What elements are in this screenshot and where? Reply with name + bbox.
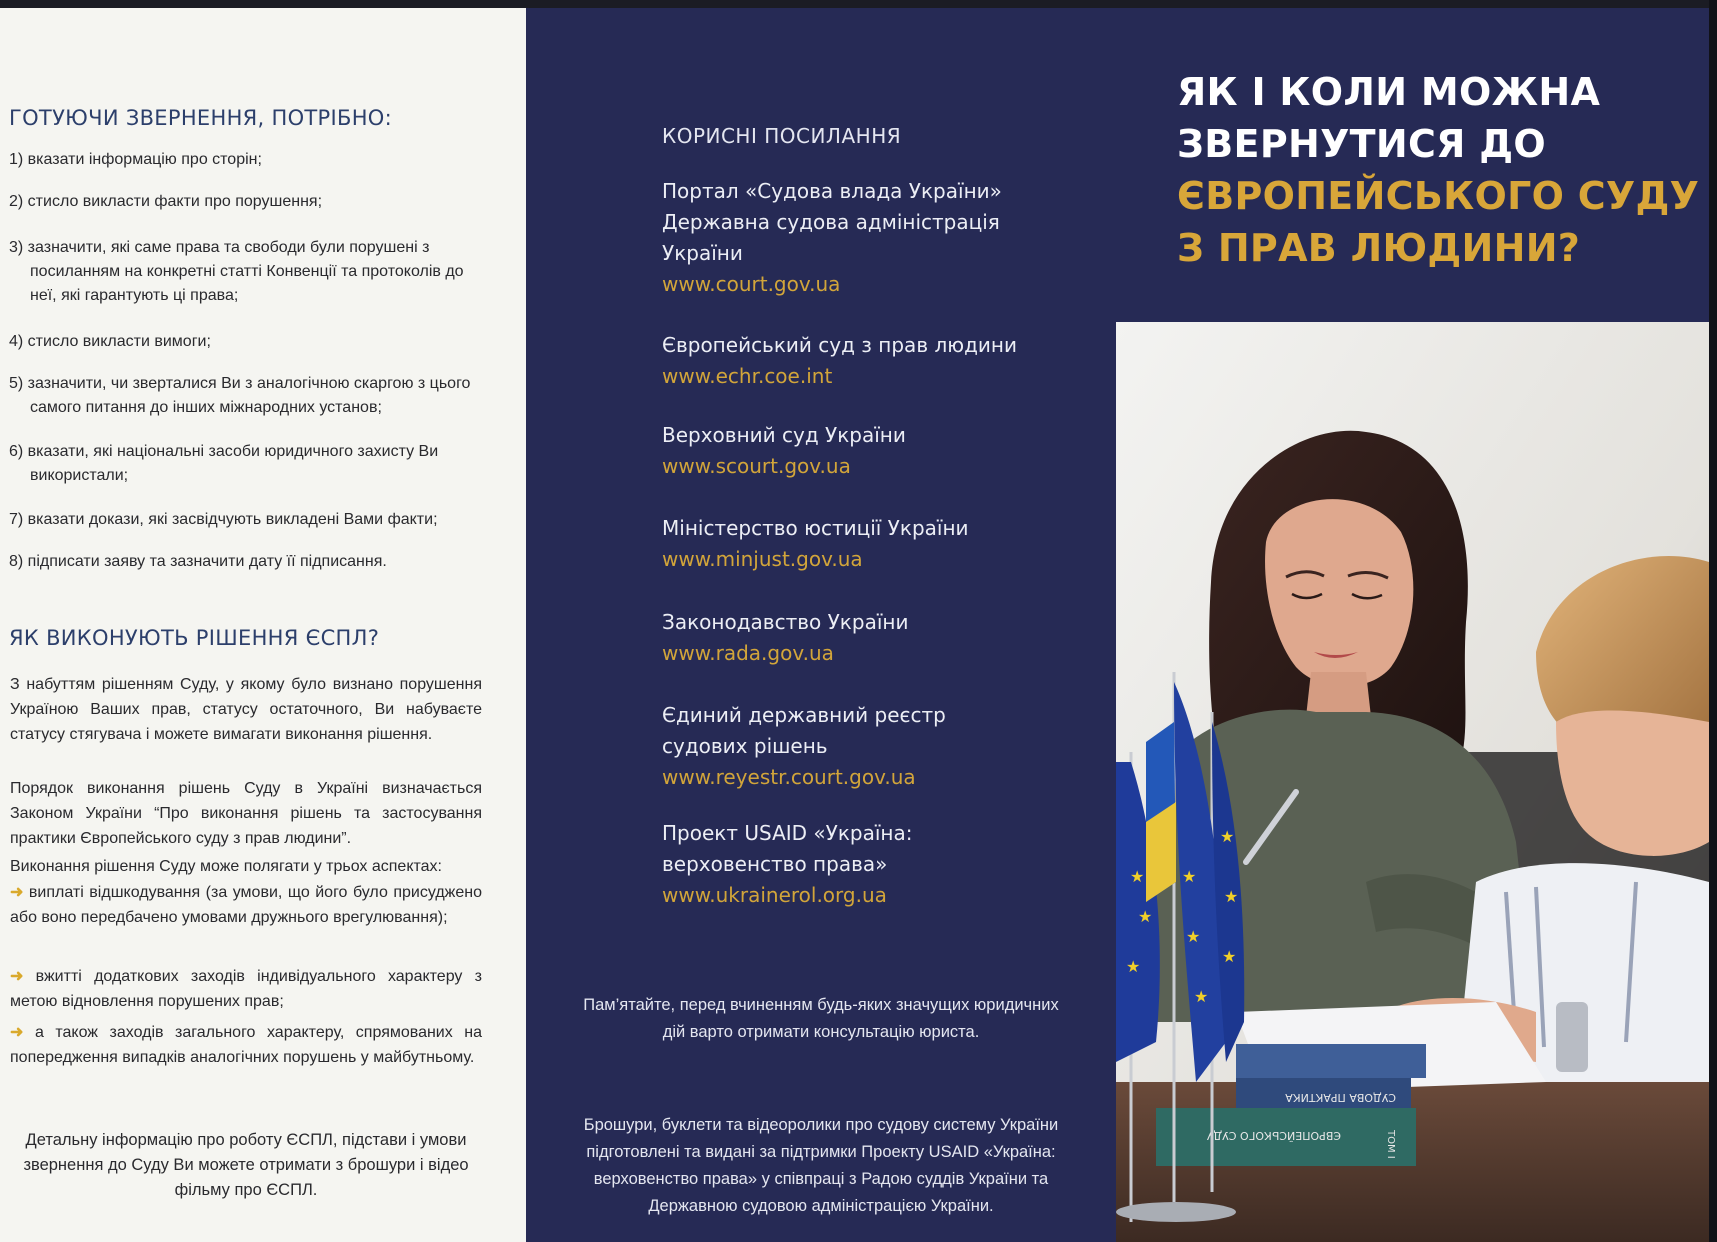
paragraph: Порядок виконання рішень Суду в Україні визначається Законом України “Про виконання рішень та застосування практики Європейського суду з прав людини”.: [10, 780, 482, 847]
book-spine-text: СУДОВА ПРАКТИКА: [1285, 1091, 1396, 1104]
list-item: 3) зазначити, які саме права та свободи були порушені з посиланням на конкретні статті Конвенції та протоколів до неї, які гарантують ці права;: [9, 239, 464, 304]
list-item: 6) вказати, які національні засоби юридичного захисту Ви використали;: [9, 443, 439, 484]
link-url[interactable]: www.ukrainerol.org.ua: [662, 883, 887, 907]
bullet-item: ➜ а також заходів загального характеру, спрямованих на попередження випадків аналогічних порушень у майбутньому.: [10, 1024, 482, 1066]
bullet-item: ➜ вжитті додаткових заходів індивідуального характеру з метою відновлення порушених прав;: [10, 968, 482, 1010]
title-line-highlight: З ПРАВ ЛЮДИНИ?: [1177, 226, 1581, 270]
svg-text:★: ★: [1186, 929, 1201, 946]
svg-text:★: ★: [1222, 949, 1237, 966]
paragraph: З набуттям рішенням Суду, у якому було визнано порушення Україною Ваших прав, статусу остаточного, Ви набуваєте статусу стягувача і можете вимагати виконання рішення.: [10, 676, 482, 743]
scan-edge: [1709, 0, 1717, 1242]
book-spine-text: ЄВРОПЕЙСЬКОГО СУДУ: [1206, 1129, 1341, 1142]
link-entry: [662, 607, 1082, 669]
book-spine-text: ТОМ І: [1385, 1130, 1396, 1159]
left-panel: [0, 8, 526, 1242]
reminder-note: Пам’ятайте, перед вчиненням будь-яких значущих юридичних дій варто отримати консультацію юриста.: [583, 996, 1059, 1041]
link-name: Портал «Судова влада України» Державна судова адміністрація України: [662, 179, 1002, 265]
link-entry: [662, 330, 1082, 392]
link-url[interactable]: www.minjust.gov.ua: [662, 547, 863, 571]
link-url[interactable]: www.echr.coe.int: [662, 364, 833, 388]
title-line: ЗВЕРНУТИСЯ ДО: [1177, 122, 1547, 166]
link-name: Міністерство юстиції України: [662, 516, 969, 540]
svg-text:★: ★: [1194, 989, 1209, 1006]
links-heading: КОРИСНІ ПОСИЛАННЯ: [662, 124, 902, 148]
book: [1236, 1044, 1426, 1078]
arrow-right-icon: ➜: [10, 884, 24, 901]
title-line: ЯК І КОЛИ МОЖНА: [1177, 70, 1601, 114]
list-item: 5) зазначити, чи зверталися Ви з аналогічною скаргою з цього самого питання до інших міжнародних установ;: [9, 375, 471, 416]
link-name: Проект USAID «Україна: верховенство права»: [662, 821, 913, 876]
link-url[interactable]: www.reyestr.court.gov.ua: [662, 765, 916, 789]
svg-text:★: ★: [1224, 889, 1239, 906]
svg-text:★: ★: [1130, 869, 1145, 886]
list-item: 1) вказати інформацію про сторін;: [9, 151, 262, 168]
link-url[interactable]: www.court.gov.ua: [662, 272, 841, 296]
wristwatch: [1556, 1002, 1588, 1072]
list-item: 2) стисло викласти факти про порушення;: [9, 193, 323, 210]
link-name: Єдиний державний реєстр судових рішень: [662, 703, 946, 758]
link-entry: [662, 700, 1082, 793]
section-heading-preparing: ГОТУЮЧИ ЗВЕРНЕННЯ, ПОТРІБНО:: [9, 106, 393, 130]
bullet-item: ➜ виплаті відшкодування (за умови, що його було присуджено або воно передбачено умовами дружнього врегулювання);: [10, 884, 482, 926]
link-name: Європейський суд з прав людини: [662, 333, 1017, 357]
cover-title: [1177, 66, 1699, 274]
link-entry: [662, 818, 1082, 911]
cover-photo: [1116, 322, 1709, 1242]
link-entry: [662, 513, 1082, 575]
footer-note: Детальну інформацію про роботу ЄСПЛ, підстави і умови звернення до Суду Ви можете отримати з брошури і відео фільму про ЄСПЛ.: [23, 1131, 469, 1199]
svg-text:★: ★: [1182, 869, 1197, 886]
cover-panel: [1116, 8, 1709, 1242]
paragraph: Виконання рішення Суду може полягати у трьох аспектах:: [10, 858, 442, 875]
link-name: Законодавство України: [662, 610, 909, 634]
arrow-right-icon: ➜: [10, 1024, 24, 1041]
svg-text:★: ★: [1126, 959, 1141, 976]
arrow-right-icon: ➜: [10, 968, 24, 985]
list-item: 7) вказати докази, які засвідчують викладені Вами факти;: [9, 511, 438, 528]
svg-text:★: ★: [1220, 829, 1235, 846]
link-name: Верховний суд України: [662, 423, 906, 447]
link-entry: [662, 420, 1082, 482]
title-line-highlight: ЄВРОПЕЙСЬКОГО СУДУ: [1177, 174, 1700, 218]
link-url[interactable]: www.scourt.gov.ua: [662, 454, 851, 478]
svg-text:★: ★: [1138, 909, 1153, 926]
link-url[interactable]: www.rada.gov.ua: [662, 641, 834, 665]
credits-note: Брошури, буклети та відеоролики про судову систему України підготовлені та видані за підтримки Проекту USAID «Україна: верховенство права» у співпраці з Радою суддів України та Державною судовою адміністрацією України.: [583, 1116, 1059, 1215]
link-entry: [662, 176, 1082, 300]
section-heading-execution: ЯК ВИКОНУЮТЬ РІШЕННЯ ЄСПЛ?: [9, 626, 380, 650]
list-item: 8) підписати заяву та зазначити дату її підписання.: [9, 553, 387, 570]
list-item: 4) стисло викласти вимоги;: [9, 333, 211, 350]
middle-panel: [526, 8, 1116, 1242]
